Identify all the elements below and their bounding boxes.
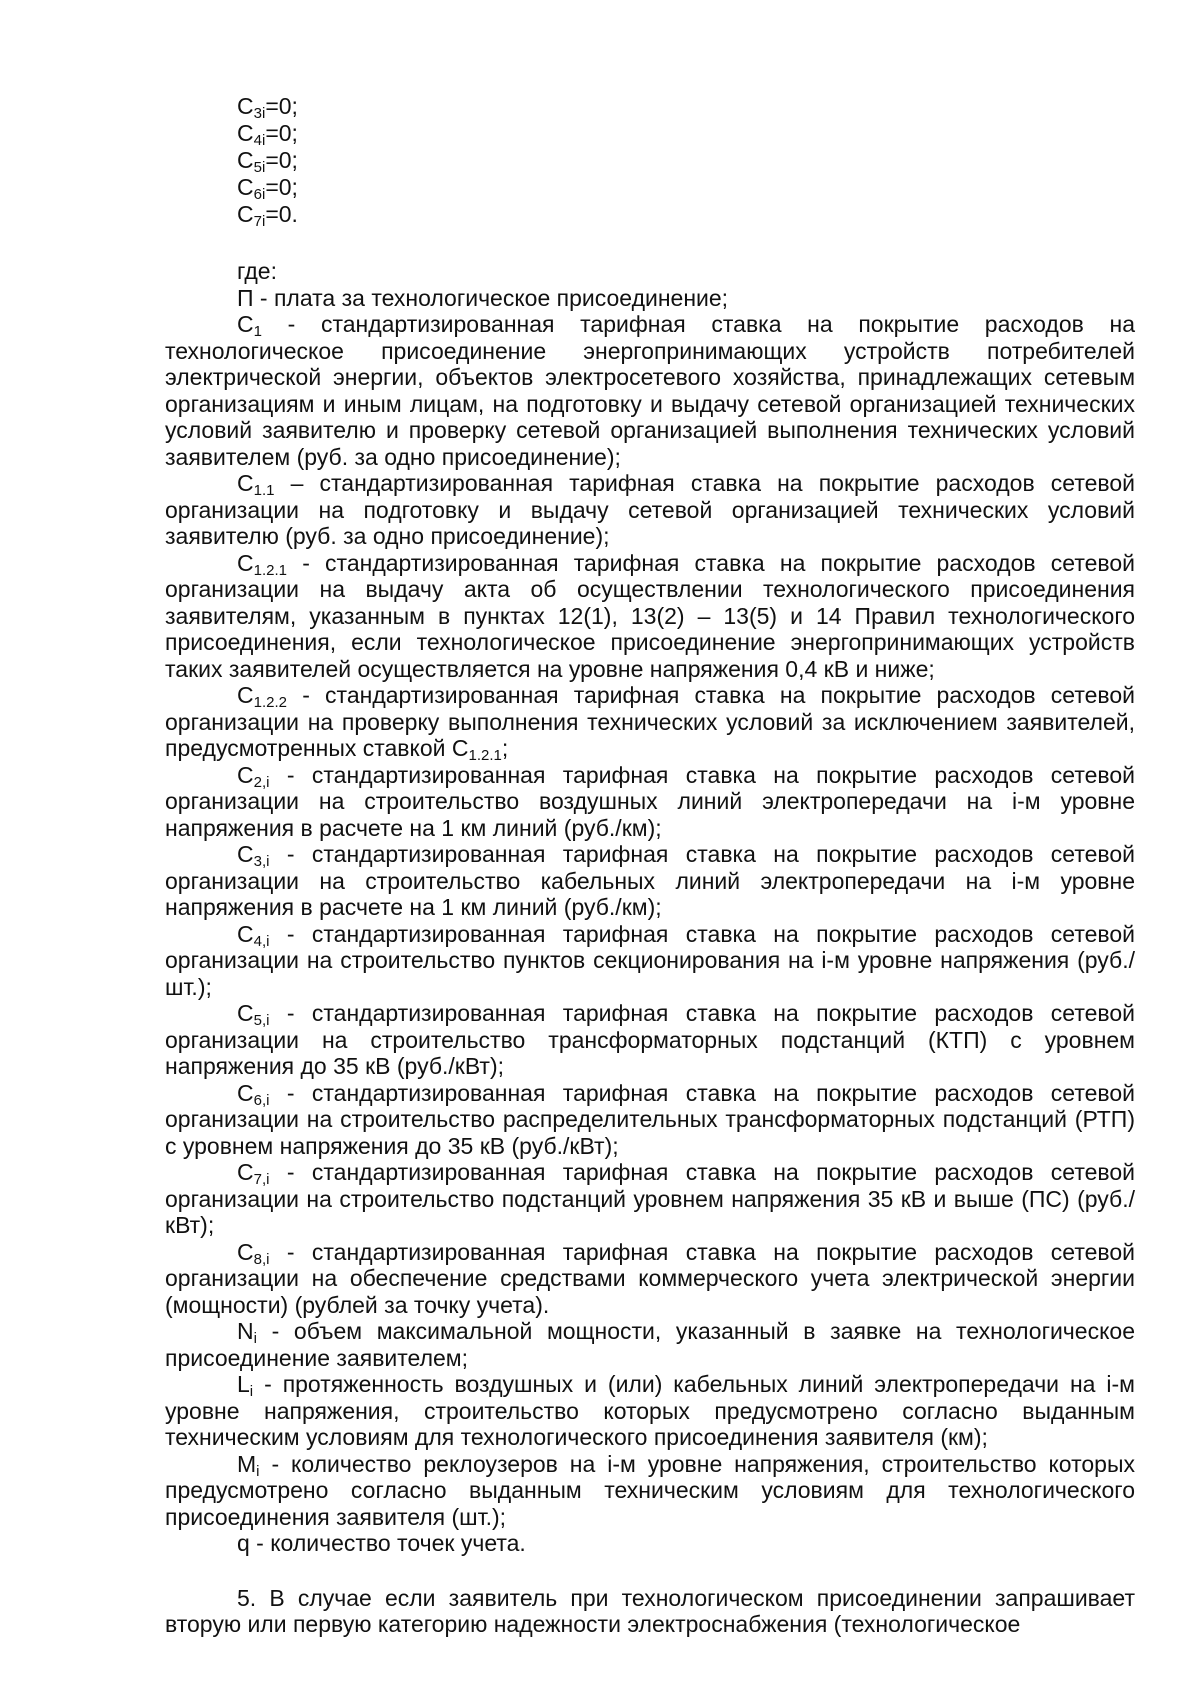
definition-c6i: $C_{6,i}$ - стандартизированная тарифная ставка на покрытие расходов сетевой организации на строительство распределительных трансформаторных подстанций (РТП) с уровнем напряжения до 35 кВ (руб./кВт); [165,1079,1135,1159]
definition-c1: $C_1$ - стандартизированная тарифная ставка на покрытие расходов на технологическое присоединение энергопринимающих устройств потребителей электрической энергии, объектов электросетевого хозяйства, принадлежащих сетевым организациям и иным лицам, на подготовку и выдачу сетевой организацией технических условий заявителю и проверку сетевой организацией выполнения технических условий заявителем (руб. за одно присоединение); [165,311,1135,470]
document-page [165,93,1135,1638]
formula-c6i: $C_{6i}=0$; [237,174,298,203]
where-label: где: [237,258,277,284]
formula-c4i: $C_{4i}=0$; [237,120,298,149]
section-5-paragraph: 5. В случае если заявитель при технологическом присоединении запрашивает вторую или первую категорию надежности электроснабжения (технологическое [165,1584,1135,1637]
definition-mi: $M_i$ - количество реклоузеров на i-м уровне напряжения, строительство которых предусмотрено согласно выданным техническим условиям для технологического присоединения заявителя (шт.); [165,1450,1135,1530]
definition-c1-2-1: $C_{1.2.1}$ - стандартизированная тарифная ставка на покрытие расходов сетевой организации на выдачу акта об осуществлении технологического присоединения заявителям, указанным в пунктах 12(1), 13(2) – 13(5) и 14 Правил технологического присоединения, если технологическое присоединение энергопринимающих устройств таких заявителей осуществляется на уровне напряжения 0,4 кВ и ниже; [165,549,1135,682]
formula-c7i: $C_{7i}=0$. [237,201,298,230]
definition-p: П - плата за технологическое присоединение; [237,284,729,311]
formula-c5i: $C_{5i}=0$; [237,147,298,176]
definition-c3i: $C_{3,i}$ - стандартизированная тарифная ставка на покрытие расходов сетевой организации на строительство кабельных линий электропередачи на i-м уровне напряжения в расчете на 1 км линий (руб./км); [165,841,1135,920]
definition-c2i: $C_{2,i}$ - стандартизированная тарифная ставка на покрытие расходов сетевой организации на строительство воздушных линий электропередачи на i-м уровне напряжения в расчете на 1 км линий (руб./км); [165,761,1135,841]
spacer [165,1557,1135,1585]
definition-c7i: $C_{7,i}$ - стандартизированная тарифная ставка на покрытие расходов сетевой организации на строительство подстанций уровнем напряжения 35 кВ и выше (ПС) (руб./кВт); [165,1159,1135,1238]
formula-c3i: $C_{3i}=0$; [237,93,298,122]
definition-c8i: $C_{8,i}$ - стандартизированная тарифная ставка на покрытие расходов сетевой организации на обеспечение средствами коммерческого учета электрической энергии (мощности) (рублей за точку учета). [165,1238,1135,1318]
spacer [165,228,1135,258]
definition-li: $L_i$ - протяженность воздушных и (или) кабельных линий электропередачи на i-м уровне напряжения, строительство которых предусмотрено согласно выданным техническим условиям для технологического присоединения заявителя (км); [165,1371,1135,1450]
definition-c1-1: $C_{1.1}$ – стандартизированная тарифная ставка на покрытие расходов сетевой организации на подготовку и выдачу сетевой организацией технических условий заявителю (руб. за одно присоединение); [165,470,1135,549]
definition-q: q - количество точек учета. [237,1530,526,1556]
formula-list [165,93,1135,228]
definition-c5i: $C_{5,i}$ - стандартизированная тарифная ставка на покрытие расходов сетевой организации на строительство трансформаторных подстанций (КТП) с уровнем напряжения до 35 кВ (руб./кВт); [165,1000,1135,1079]
definition-c4i: $C_{4,i}$ - стандартизированная тарифная ставка на покрытие расходов сетевой организации на строительство пунктов секционирования на i-м уровне напряжения (руб./шт.); [165,920,1135,1000]
definition-ni: $N_i$ - объем максимальной мощности, указанный в заявке на технологическое присоединение заявителем; [165,1318,1135,1371]
definition-c1-2-2: $C_{1.2.2}$ - стандартизированная тарифная ставка на покрытие расходов сетевой организации на проверку выполнения технических условий за исключением заявителей, предусмотренных ставкой $C_{1.2.1}$; [165,682,1135,764]
